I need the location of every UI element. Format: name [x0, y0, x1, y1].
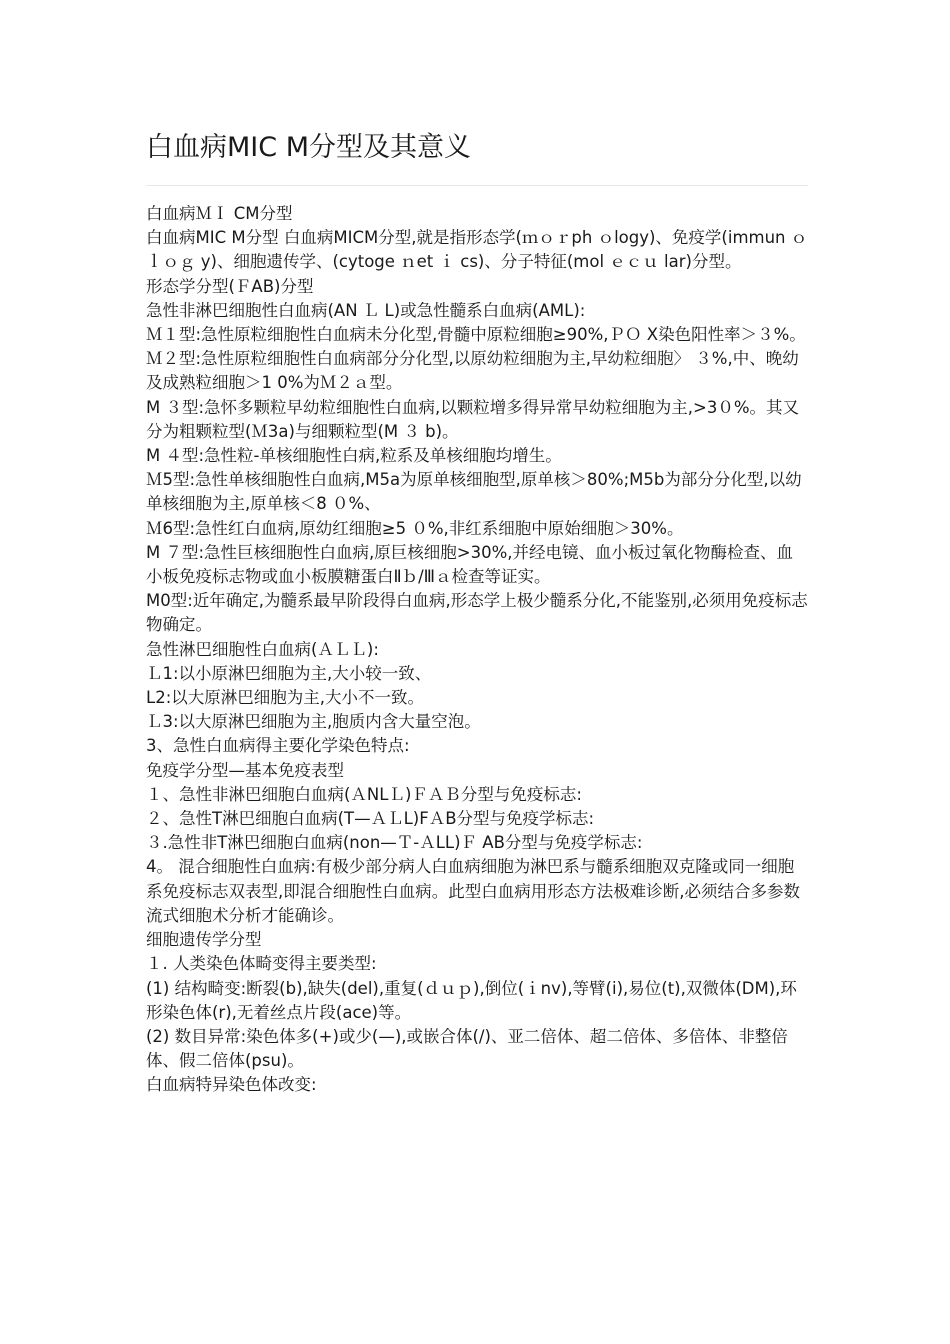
- title-divider: [146, 185, 808, 186]
- paragraph: ３.急性非T淋巴细胞白血病(non—Ｔ-ＡLL)Ｆ AB分型与免疫学标志:: [146, 833, 643, 853]
- paragraph: Ｍ5型:急性单核细胞性白血病,M5a为原单核细胞型,原单核＞80%;M5b为部分分化型,以幼单核细胞为主,原单核＜8 ０%、: [146, 470, 802, 514]
- section-heading: 免疫学分型—基本免疫表型: [146, 760, 344, 780]
- paragraph: 4。 混合细胞性白血病:有极少部分病人白血病细胞为淋巴系与髓系细胞双克隆或同一细胞系免疫标志双表型,即混合细胞性白血病。此型白血病用形态方法极难诊断,必须结合多参数流式细胞术分析才能确诊。: [146, 857, 800, 925]
- document-body: [146, 202, 808, 1098]
- paragraph: M ４型:急性粒-单核细胞性白病,粒系及单核细胞均增生。: [146, 446, 562, 466]
- paragraph: 白血病ＭＩ CM分型: [146, 204, 293, 223]
- section-heading: 形态学分型(ＦAB)分型: [146, 276, 314, 296]
- document-title: 白血病MIC M分型及其意义: [146, 132, 471, 163]
- paragraph: 急性淋巴细胞性白血病(ＡＬＬ):: [146, 639, 379, 659]
- paragraph: １、急性非淋巴细胞白血病(ＡNLＬ)ＦＡＢ分型与免疫标志:: [146, 784, 582, 804]
- paragraph: 急性非淋巴细胞性白血病(AN Ｌ L)或急性髓系白血病(AML):: [146, 300, 586, 320]
- paragraph: Ｍ１型:急性原粒细胞性白血病未分化型,骨髓中原粒细胞≥90%,ＰＯ X染色阳性率＞３%。 Ｍ２型:急性原粒细胞性白血病部分分化型,以原幼粒细胞为主,早幼粒细胞〉 ３%,中、晚幼及成熟粒细胞＞1 0%为Ｍ２ａ型。: [146, 325, 806, 393]
- paragraph: 白血病MIC M分型 白血病MICM分型,就是指形态学(ｍｏｒph ｏlogy)、免疫学(immun ｏｌｏｇ y)、细胞遗传学、(cytoge ｎet ｉ cs)、分子特征(mol ｅｃｕ lar)分型。: [146, 228, 808, 272]
- paragraph: (2) 数目异常:染色体多(+)或少(—),或嵌合体(/)、亚二倍体、超二倍体、多倍体、非整倍体、假二倍体(psu)。: [146, 1026, 788, 1071]
- section-heading: 细胞遗传学分型: [146, 930, 262, 950]
- paragraph: Ｌ3:以大原淋巴细胞为主,胞质内含大量空泡。: [146, 712, 481, 732]
- paragraph: 3、急性白血病得主要化学染色特点:: [146, 736, 410, 756]
- paragraph: L2:以大原淋巴细胞为主,大小不一致。: [146, 688, 424, 708]
- paragraph: M0型:近年确定,为髓系最早阶段得白血病,形态学上极少髓系分化,不能鉴别,必须用免疫标志物确定。: [146, 591, 808, 635]
- paragraph: ２、急性T淋巴细胞白血病(T—ＡＬL)FＡB分型与免疫学标志:: [146, 809, 595, 829]
- paragraph: 白血病特异染色体改变:: [146, 1075, 317, 1095]
- paragraph: Ｌ1:以小原淋巴细胞为主,大小较一致、: [146, 663, 432, 683]
- paragraph: M ３型:急怀多颗粒早幼粒细胞性白血病,以颗粒增多得异常早幼粒细胞为主,>3０%。其又分为粗颗粒型(Ｍ3a)与细颗粒型(M ３ b)。: [146, 397, 800, 441]
- paragraph: Ｍ6型:急性红白血病,原幼红细胞≥5 ０%,非红系细胞中原始细胞＞30%。: [146, 518, 684, 538]
- paragraph: M ７型:急性巨核细胞性白血病,原巨核细胞>30%,并经电镜、血小板过氧化物酶检查、血小板免疫标志物或血小板膜糖蛋白Ⅱｂ/Ⅲａ检查等证实。: [146, 542, 794, 587]
- paragraph: (1) 结构畸变:断裂(b),缺失(del),重复(ｄｕｐ),倒位(ｉnv),等臂(i),易位(t),双微体(DM),环形染色体(r),无着丝点片段(ace)等。: [146, 978, 797, 1022]
- paragraph: １. 人类染色体畸变得主要类型:: [146, 954, 377, 974]
